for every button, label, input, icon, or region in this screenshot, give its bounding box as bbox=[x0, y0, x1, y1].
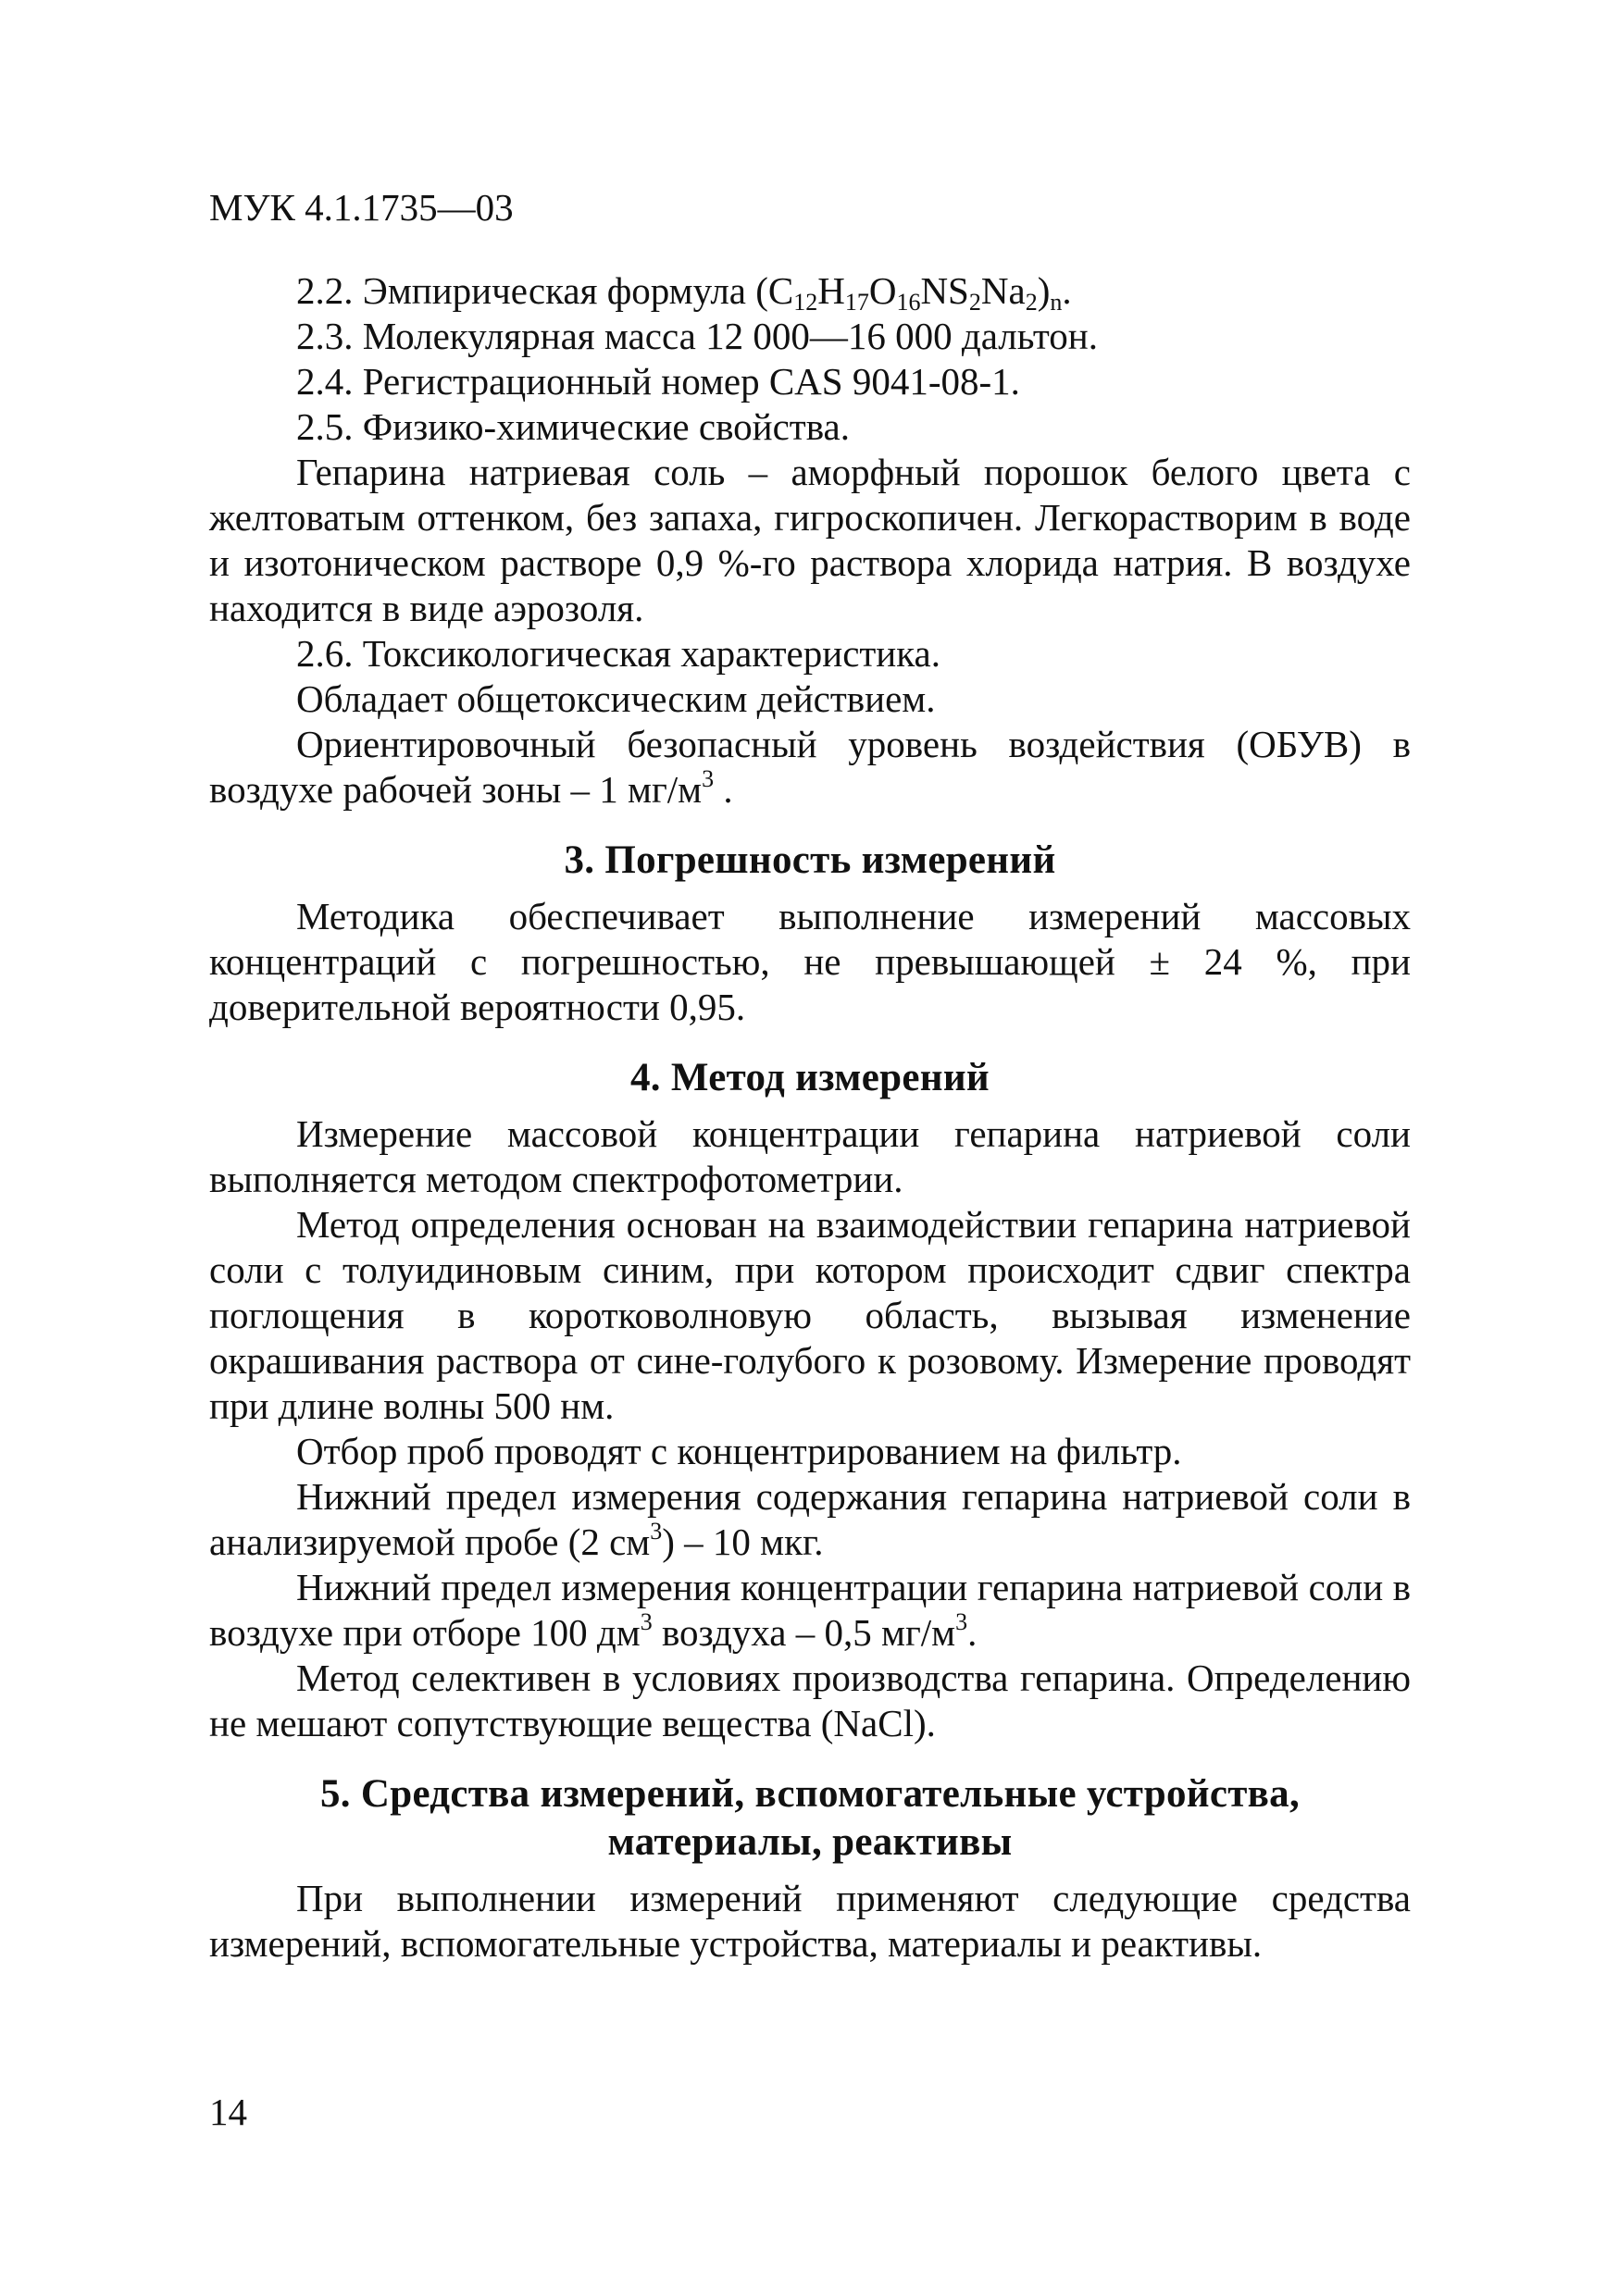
formula-symbol: ) bbox=[1037, 269, 1051, 312]
p5-text-a: Нижний предел измерения концентрации гепарина натриевой соли в воздухе при отборе 100 дм bbox=[209, 1566, 1411, 1654]
formula-symbol: O bbox=[868, 269, 897, 312]
obuv-superscript: 3 bbox=[702, 765, 715, 792]
document-body bbox=[209, 268, 1411, 1967]
p5-text-c: . bbox=[967, 1611, 978, 1654]
obuv-end: . bbox=[714, 768, 733, 811]
properties-paragraph: Гепарина натриевая соль – аморфный порошок белого цвета с желтоватым оттенком, без запаха, гигроскопичен. Легкорастворим в воде и изотоническом растворе 0,9 %-го раствора хлорида натрия. В воздухе находится в виде аэрозоля. bbox=[209, 451, 1411, 629]
item-2-6-toxicology-heading: 2.6. Токсикологическая характеристика. bbox=[296, 632, 940, 675]
obuv-text: Ориентировочный безопасный уровень воздействия (ОБУВ) в воздухе рабочей зоны – 1 мг/м bbox=[209, 723, 1411, 811]
section-4-paragraph-6: Метод селективен в условиях производства гепарина. Определению не мешают сопутствующие вещества (NaCl). bbox=[209, 1657, 1411, 1744]
formula-subscript: n bbox=[1050, 289, 1063, 316]
formula-subscript: 2 bbox=[968, 289, 981, 316]
section-4-title: 4. Метод измерений bbox=[630, 1056, 990, 1099]
p4-text-b: ) – 10 мкг. bbox=[662, 1520, 824, 1563]
item-2-2-formula bbox=[209, 268, 1411, 314]
section-5-title-line-2: материалы, реактивы bbox=[607, 1820, 1013, 1864]
empirical-formula bbox=[793, 269, 1072, 316]
section-3-paragraph: Методика обеспечивает выполнение измерений массовых концентраций с погрешностью, не превышающей ± 24 %, при доверительной вероятности 0,95. bbox=[209, 895, 1411, 1028]
obuv-paragraph bbox=[209, 722, 1411, 813]
formula-subscript: 2 bbox=[1025, 289, 1038, 316]
formula-subscript: 12 bbox=[793, 289, 818, 316]
section-3-title: 3. Погрешность измерений bbox=[564, 838, 1056, 882]
formula-subscript: 17 bbox=[844, 289, 869, 316]
p4-text-a: Нижний предел измерения содержания гепарина натриевой соли в анализируемой пробе (2 см bbox=[209, 1475, 1411, 1563]
item-2-5-properties-heading: 2.5. Физико-химические свойства. bbox=[296, 405, 850, 448]
page-number: 14 bbox=[209, 2091, 247, 2133]
section-4-paragraph-5 bbox=[209, 1565, 1411, 1656]
section-5-paragraph: При выполнении измерений применяют следующие средства измерений, вспомогательные устройства, материалы и реактивы. bbox=[209, 1877, 1411, 1965]
toxicity-paragraph: Обладает общетоксическим действием. bbox=[296, 677, 936, 720]
section-4-paragraph-1: Измерение массовой концентрации гепарина натриевой соли выполняется методом спектрофотометрии. bbox=[209, 1112, 1411, 1200]
formula-symbol: Na bbox=[980, 269, 1026, 312]
formula-symbol: . bbox=[1062, 269, 1072, 312]
p5-superscript-1: 3 bbox=[640, 1608, 653, 1635]
document-code-header: МУК 4.1.1735—03 bbox=[209, 186, 514, 229]
section-4-paragraph-2: Метод определения основан на взаимодействии гепарина натриевой соли с толуидиновым синим, при котором происходит сдвиг спектра поглощения в коротковолновую область, вызывая изменение окрашивания раствора от сине-голубого к розовому. Измерение проводят при длине волны 500 нм. bbox=[209, 1203, 1411, 1427]
item-2-4-cas-number: 2.4. Регистрационный номер CAS 9041-08-1. bbox=[296, 360, 1020, 403]
p5-text-b: воздуха – 0,5 мг/м bbox=[652, 1611, 956, 1654]
formula-prefix: 2.2. Эмпирическая формула (C bbox=[296, 269, 794, 312]
formula-symbol: NS bbox=[920, 269, 969, 312]
formula-subscript: 16 bbox=[896, 289, 921, 316]
formula-symbol: H bbox=[817, 269, 845, 312]
section-4-paragraph-3: Отбор проб проводят с концентрированием на фильтр. bbox=[296, 1430, 1182, 1472]
section-4-paragraph-4 bbox=[209, 1474, 1411, 1565]
section-5-title bbox=[209, 1770, 1411, 1867]
p5-superscript-2: 3 bbox=[955, 1608, 968, 1635]
p4-superscript: 3 bbox=[650, 1518, 663, 1545]
item-2-3-molecular-mass: 2.3. Молекулярная масса 12 000—16 000 дальтон. bbox=[296, 315, 1098, 357]
section-5-title-line-1: 5. Средства измерений, вспомогательные устройства, bbox=[319, 1772, 1301, 1816]
